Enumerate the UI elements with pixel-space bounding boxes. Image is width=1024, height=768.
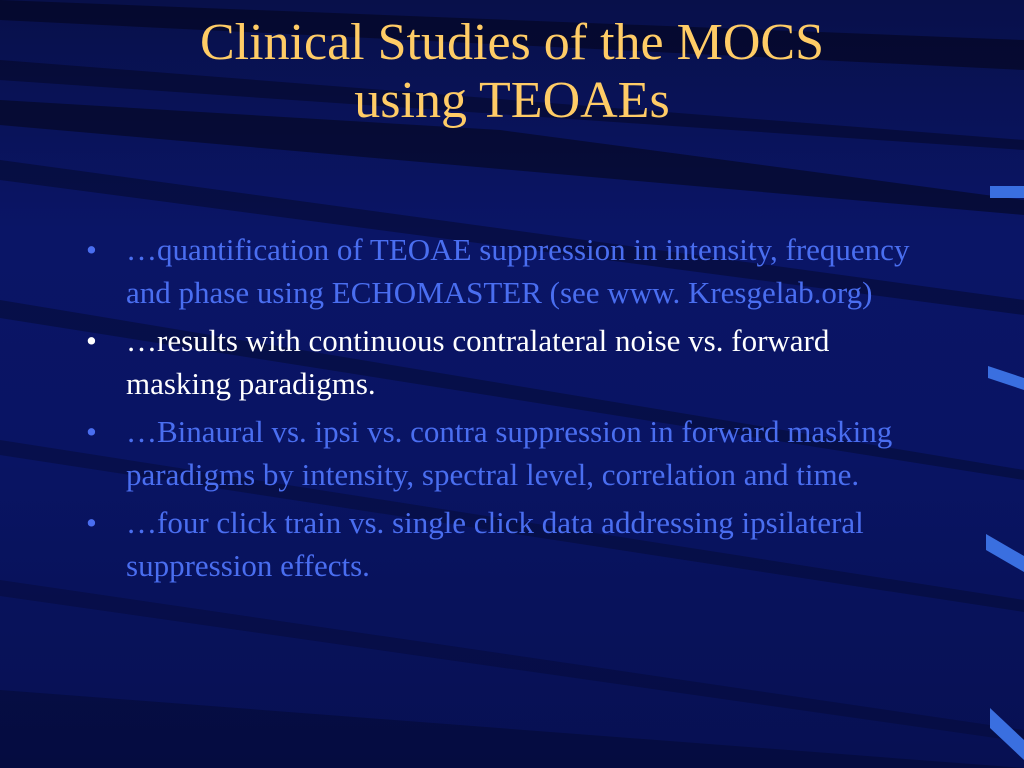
bullet-dot: • (86, 505, 97, 540)
bullet-item-continuous-noise (82, 319, 942, 405)
bullet-dot: • (86, 323, 97, 358)
accent-dash (986, 534, 1024, 572)
bullet-text: …quantification of TEOAE suppression in intensity, frequency and phase using ECHOMASTER (see www. Kresgelab.org) (126, 232, 910, 310)
accent-dash (990, 186, 1024, 198)
slide-title-line-1: Clinical Studies of the MOCS (200, 14, 824, 71)
bullet-dot: • (86, 414, 97, 449)
bullet-item-binaural (82, 410, 942, 496)
slide-title-line-2: using TEOAEs (354, 72, 670, 129)
bullet-list (82, 228, 942, 592)
bullet-text: …results with continuous contralateral noise vs. forward masking paradigms. (126, 323, 830, 401)
slide-title (0, 14, 1024, 130)
background-band (0, 690, 1024, 768)
bullet-text: …Binaural vs. ipsi vs. contra suppression in forward masking paradigms by intensity, spectral level, correlation and time. (126, 414, 893, 492)
bullet-item-quantification (82, 228, 942, 314)
accent-dash (988, 366, 1024, 390)
bullet-dot: • (86, 232, 97, 267)
bullet-text: …four click train vs. single click data addressing ipsilateral suppression effects. (126, 505, 864, 583)
bullet-item-click-train (82, 501, 942, 587)
